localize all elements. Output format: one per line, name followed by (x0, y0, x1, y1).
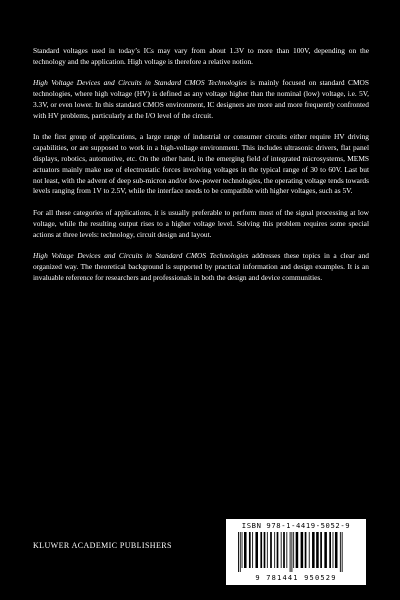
barcode-bar (329, 532, 331, 568)
barcode-bar (267, 532, 268, 568)
paragraph-intro (33, 46, 369, 68)
barcode-bar (320, 532, 322, 568)
barcode-bar (305, 532, 307, 568)
barcode-bar (249, 532, 251, 568)
paragraph-applications (33, 132, 369, 197)
paragraph-text: is mainly focused on standard CMOS technologies, where high voltage (HV) is defined as any voltage higher than the nominal (low) voltage, i.e. 5V, 3.3V, or even lower. In this standard CMOS environment, IC designers are more and more frequently confronted with HV problems, particularly at the I/O level of the circuit. (33, 78, 369, 120)
barcode-bar (290, 532, 291, 572)
paragraph-text: For all these categories of applications, it is usually preferable to perform most of the signal processing at low voltage, while the resulting output rises to a higher voltage level. Solving this problem requires some special actions at three levels: technology, circuit design and layout. (33, 207, 369, 239)
barcode-bar (281, 532, 282, 568)
barcode-bar (333, 532, 334, 568)
barcode-bar (283, 532, 285, 568)
barcode-bar (274, 532, 275, 568)
barcode-bar (342, 532, 343, 572)
book-title-italic: High Voltage Devices and Circuits in Standard CMOS Technologies (33, 78, 247, 88)
paragraph-text: addresses these topics in a clear and organized way. The theoretical background is supported by practical information and design examples. It is an invaluable reference for researchers and professionals in both the design and device communities. (33, 251, 369, 282)
barcode-icon (236, 532, 356, 572)
paragraph-signal-processing (33, 208, 369, 240)
isbn-barcode-box (226, 519, 366, 585)
barcode-bar (244, 532, 247, 568)
barcode-digits: 9 781441 950529 (255, 574, 337, 582)
barcode-bar (238, 532, 239, 572)
barcode-bar (277, 532, 279, 568)
barcode-bar (340, 532, 341, 572)
description-text (33, 46, 369, 294)
barcode-bar (291, 532, 292, 572)
barcode-bar (296, 532, 299, 568)
barcode-bar (260, 532, 262, 568)
barcode-bar (293, 532, 294, 568)
book-title-italic: High Voltage Devices and Circuits in Standard CMOS Technologies (33, 251, 249, 261)
barcode-bar (252, 532, 253, 568)
barcode-bar (240, 532, 241, 572)
barcode-bar (316, 532, 319, 568)
paragraph-text: Standard voltages used in today’s ICs may vary from about 1.3V to more than 100V, depending on the technology and the application. High voltage is therefore a relative notion. (33, 46, 369, 66)
barcode-bar (301, 532, 304, 568)
barcode-bar (270, 532, 272, 568)
barcode-bar (286, 532, 287, 568)
publisher-name: KLUWER ACADEMIC PUBLISHERS (33, 541, 172, 550)
paragraph-book-focus (33, 78, 369, 121)
barcode-bar (255, 532, 258, 568)
barcode-bar (324, 532, 327, 568)
barcode-bar (312, 532, 315, 568)
barcode-bar (242, 532, 243, 568)
barcode-bar (335, 532, 338, 568)
barcode-bar (264, 532, 266, 568)
isbn-label: ISBN 978-1-4419-5052-9 (241, 521, 351, 530)
barcode-bar (309, 532, 310, 568)
paragraph-summary (33, 251, 369, 283)
paragraph-text: In the first group of applications, a large range of industrial or consumer circuits either require HV driving capabilities, or are supposed to work in a high-voltage environment. This includes ultrasonic drivers, flat panel displays, robotics, automotive, etc. On the other hand, in the emerging field of integrated microsystems, MEMS actuators mainly make use of electrostatic forces involving voltages in the typical range of 30 to 60V. Last but not least, with the advent of deep sub-micron and/or low-power technologies, the operating voltage tends towards levels ranging from 1V to 2.5V, while the interface needs to be compatible with higher voltages, such as 5V. (33, 132, 369, 196)
